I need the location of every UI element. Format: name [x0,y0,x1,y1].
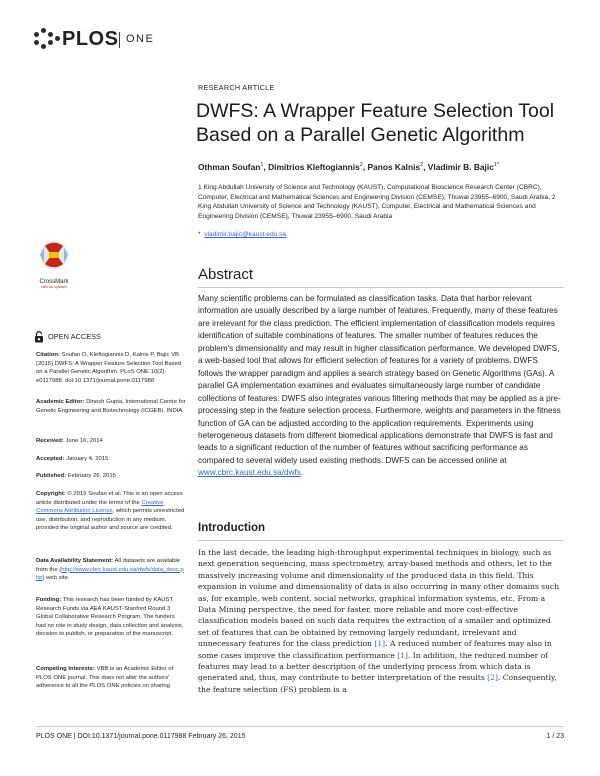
open-access-icon [34,330,44,348]
published-date [36,472,186,481]
email-link[interactable]: vladimir.bajic@kaust.edu.sa [204,231,287,238]
data-availability-label: Data Availability Statement: [36,558,114,564]
author-name[interactable]: Panos Kalnis [367,162,421,172]
author-affiliation-marker: 2 [420,162,424,169]
citation [36,351,186,385]
received-text: June 16, 2014 [65,438,103,444]
copyright-label: Copyright: [36,491,66,497]
published-text: February 26, 2015 [67,473,116,479]
abstract-divider [198,287,564,288]
crossmark-badge[interactable] [36,238,72,289]
footer-divider [36,726,564,727]
introduction-divider [198,540,564,541]
intro-body: . In addition, the reduced number of features may lead to a better description of the underlying process from which data is generated and, thus, may contribute to better interpretation of the results [198,650,549,683]
abstract-text [198,293,564,480]
citation-text: Soufan O, Kleftogiannis D, Kalnis P, Bajic VB (2015) DWFS: A Wrapper Feature Selection Tool Based on a Parallel Genetic Algorithm. PLoS ONE 10(2): e0117988. doi:10.1371/journal.pone.0117988 [36,352,182,384]
abstract-end: . [300,468,304,478]
author-name[interactable]: Vladimir B. Bajic [427,162,494,172]
data-availability-text: All datasets are available from the ( [36,558,180,573]
data-availability [36,557,186,583]
license-link[interactable]: Creative Commons Attribution License [36,499,164,515]
abstract-body: Many scientific problems can be formulated as classification tasks. Data that harbor relevant information are usually described by a large number of features. Frequently, many of these features are irrelevant for the class prediction. The efficient implementation of classification models requires identification of suitable combinations of features. The smaller number of features reduces the problem's dimensionality and may result in higher classification performance. We developed DWFS, a web-based tool that allows for efficient selection of features for a variety of problems. DWFS follows the wrapper paradigm and applies a search strategy based on Genetic Algorithms (GAs). A parallel GA implementation examines and evaluates simultaneously large number of candidate collections of features. DWFS also integrates various filtering methods that may be applied as a pre-processing step in the feature selection process. Furthermore, weights and parameters in the fitness function of GA can be adjusted according to the application requirements. Experiments using heterogeneous datasets from different biomedical applications demonstrate that DWFS is fast and leads to a significant reduction of the number of features without sacrificing performance as compared to several widely used existing methods. DWFS can be accessed online at [198,294,561,465]
competing-interests [36,665,186,691]
accepted-text: January 4, 2015 [66,456,109,462]
page-number: 1 / 23 [546,733,564,740]
author-name[interactable]: Dimitrios Kleftogiannis [268,162,360,172]
dataset-link[interactable]: http://www.cbrc.kaust.edu.sa/dwfs/data_desc.php [36,566,184,582]
editor-label: Academic Editor: [36,399,85,405]
plos-logo-text: PLOS [62,28,119,50]
dwfs-link[interactable]: www.cbrc.kaust.edu.sa/dwfs [198,468,301,478]
introduction-text [198,547,564,695]
author-affiliation-marker: 1 [260,162,264,169]
introduction-heading: Introduction [198,522,266,534]
published-label: Published: [36,473,67,479]
title-line-2: Based on a Parallel Genetic Algorithm [196,124,525,146]
competing-interests-text: VBB is an Academic Editor of PLOS ONE journal. This does not alter the authors' adherence to all the PLOS ONE policies on sharing [36,666,174,690]
article-type: RESEARCH ARTICLE [198,83,275,92]
intro-body: In the last decade, the leading high-throughput experimental techniques in biology, such as next generation sequencing, mass spectrometry, array-based methods and others, let to the massively increasing volume and dimensionality of the produced data in this field. This expansion in volume and dimensionality of data is also occurring in many other domains such as, for example, web content, social networks, graphical information systems, etc. From a Data Mining perspective, the need for faster, more reliable and more cost-effective classification models based on such data requires the extraction of a smaller and optimized set of features that can be obtained by removing largely redundant, irrelevant and unnecessary features for the class prediction [198,548,560,649]
author-name[interactable]: Othman Soufan [198,162,261,172]
author-list: Othman Soufan$^1$, Dimitrios Kleftogiannis$^2$, Panos Kalnis$^2$, Vladimir B. Bajic$^{1*}$ [198,162,500,172]
abstract-heading: Abstract [198,266,254,283]
intro-body: . Consequently, the feature selection (FS) problem is a [198,673,557,694]
email-marker: * [198,231,201,238]
editor-text: Dinesh Gupta, International Centre for Genetic Engineering and Biotechnology (ICGEB), INDIA [36,399,186,414]
copyright-text-end: , which permits unrestricted use, distribution, and reproduction in any medium, provided the original author and source are credited. [36,508,185,532]
reference-link[interactable]: [1] [374,639,386,649]
reference-link[interactable]: [2] [487,673,498,683]
article-title [196,99,556,147]
journal-label: ONE [126,33,155,45]
copyright [36,490,186,533]
funding-label: Funding: [36,597,62,603]
accepted-date [36,455,186,464]
academic-editor [36,398,186,415]
footer-citation: PLOS ONE | DOI:10.1371/journal.pone.0117988 February 26, 2015 [36,733,246,740]
corresponding-email [198,231,286,238]
plos-logo-dots-icon [34,30,64,48]
accepted-label: Accepted: [36,456,65,462]
crossmark-label: CrossMark [39,279,69,285]
logo-separator [119,32,120,48]
received-label: Received: [36,438,64,444]
reference-link[interactable]: [1] [397,650,408,660]
funding-text: This research has been funded by KAUST Research Funds via AEA KAUST-Stanford Round 3 Global Collaborative Research Program. The funders had no role in study design, data collection and analysis, decision to publish, or preparation of the manuscript. [36,597,184,638]
affiliations: 1 King Abdullah University of Science and Technology (KAUST), Computational Bioscience Research Center (CBRC), Computer, Electrical and Mathematical Sciences and Engineering Division (CEMSE), Thuwal 23955–6900, Saudi Arabia, 2 King Abdullah University of Science and Technology (KAUST), Computer, Electrical and Mathematical Sciences and Engineering Division (CEMSE), Thuwal 23955–6900, Saudi Arabia [198,184,556,220]
author-affiliation-marker: 2 [359,162,363,169]
copyright-text: © 2015 Soufan et al. This is an open access article distributed under the terms of the [36,491,183,506]
competing-interests-label: Competing Interests: [36,666,95,672]
intro-body: . A reduced number of features may also in some cases improve the classification performance [198,639,552,660]
crossmark-sublabel: click for updates [41,285,67,289]
author-affiliation-marker: 1* [493,162,500,169]
received-date [36,437,186,446]
citation-label: Citation: [36,352,60,358]
funding [36,596,186,639]
open-access-label: OPEN ACCESS [48,332,101,341]
crossmark-icon [36,238,72,276]
data-availability-text-end: ) web site. [42,575,70,582]
title-line-1: DWFS: A Wrapper Feature Selection Tool [196,100,555,122]
